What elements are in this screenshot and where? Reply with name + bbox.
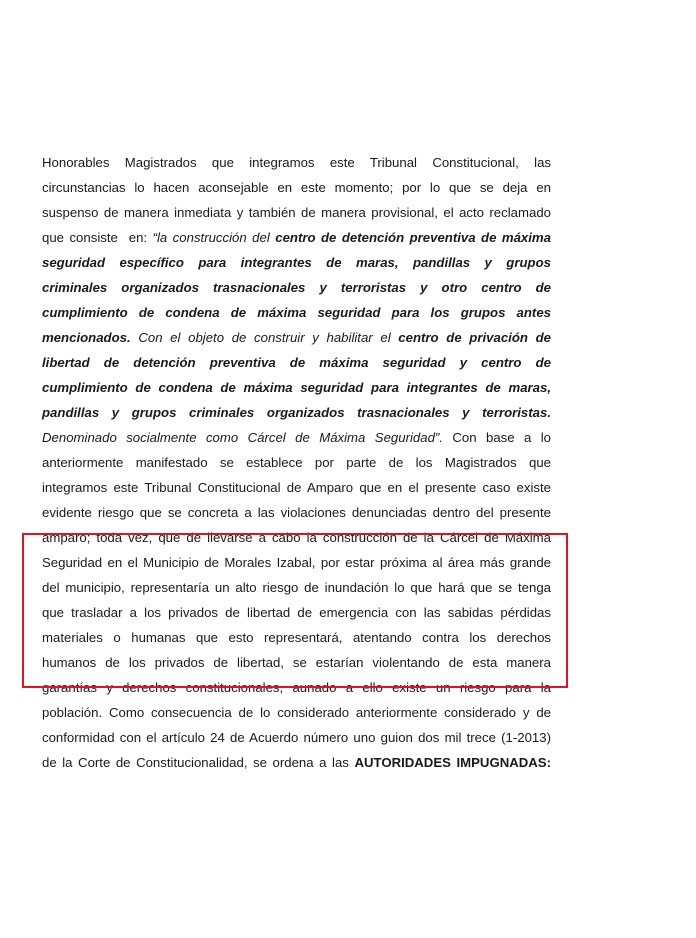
- document-line: [42, 450, 551, 475]
- document-line: [42, 200, 551, 225]
- document-line: [42, 725, 551, 750]
- text-segment: cumplimiento de condena de máxima seguridad para los grupos antes: [42, 305, 551, 320]
- text-segment: Seguridad en el Municipio de Morales Izabal, por estar próxima al área más grande: [42, 555, 551, 570]
- document-line: [42, 175, 551, 200]
- text-segment: mencionados.: [42, 330, 131, 345]
- text-segment: AUTORIDADES IMPUGNADAS:: [354, 755, 551, 770]
- text-segment: integramos este Tribunal Constitucional de Amparo que en el presente caso existe: [42, 480, 551, 495]
- document-line: [42, 475, 551, 500]
- document-line: [42, 300, 551, 325]
- text-segment: materiales o humanas que esto representará, atentando contra los derechos: [42, 630, 551, 645]
- text-segment: Con base a lo: [442, 430, 551, 445]
- text-segment: anteriormente manifestado se establece por parte de los Magistrados que: [42, 455, 551, 470]
- text-segment: circunstancias lo hacen aconsejable en este momento; por lo que se deja en: [42, 180, 551, 195]
- document-line: [42, 425, 551, 450]
- document-line: [42, 750, 551, 775]
- text-segment: centro de privación de: [398, 330, 551, 345]
- text-segment: Con el objeto de construir y habilitar el: [130, 330, 399, 345]
- text-segment: que consiste en:: [42, 230, 153, 245]
- text-segment: Denominado socialmente como Cárcel de Máxima Seguridad”.: [42, 430, 443, 445]
- text-segment: cumplimiento de condena de máxima seguridad para integrantes de maras,: [42, 380, 551, 395]
- text-segment: humanos de los privados de libertad, se estarían violentando de esta manera: [42, 655, 551, 670]
- text-segment: conformidad con el artículo 24 de Acuerdo número uno guion dos mil trece (1-2013): [42, 730, 551, 745]
- text-segment: garantías y derechos constitucionales, aunado a ello existe un riesgo para la: [42, 680, 551, 695]
- text-segment: población. Como consecuencia de lo considerado anteriormente considerado y de: [42, 705, 551, 720]
- text-segment: criminales organizados trasnacionales y terroristas y otro centro de: [42, 280, 551, 295]
- text-segment: Honorables Magistrados que integramos este Tribunal Constitucional, las: [42, 155, 551, 170]
- document-line: [42, 325, 551, 350]
- text-segment: de la Corte de Constitucionalidad, se ordena a las: [42, 755, 355, 770]
- text-segment: suspenso de manera inmediata y también de manera provisional, el acto reclamado: [42, 205, 551, 220]
- document-line: [42, 700, 551, 725]
- document-line: [42, 275, 551, 300]
- document-line: [42, 375, 551, 400]
- document-line: [42, 350, 551, 375]
- text-segment: evidente riesgo que se concreta a las violaciones denunciadas dentro del presente: [42, 505, 551, 520]
- text-segment: libertad de detención preventiva de máxima seguridad y centro de: [42, 355, 551, 370]
- document-line: [42, 400, 551, 425]
- text-segment: “la construcción del: [152, 230, 276, 245]
- text-segment: del municipio, representaría un alto riesgo de inundación lo que hará que se tenga: [42, 580, 551, 595]
- text-segment: pandillas y grupos criminales organizados trasnacionales y terroristas.: [42, 405, 551, 420]
- document-line: [42, 250, 551, 275]
- red-highlight-box: [22, 533, 568, 688]
- text-segment: que trasladar a los privados de libertad de emergencia con las sabidas pérdidas: [42, 605, 551, 620]
- document-line: [42, 150, 551, 175]
- text-segment: seguridad específico para integrantes de maras, pandillas y grupos: [42, 255, 551, 270]
- text-segment: centro de detención preventiva de máxima: [275, 230, 551, 245]
- document-line: [42, 225, 551, 250]
- text-segment: amparo; toda vez, que de llevarse a cabo la construcción de la Cárcel de Máxima: [42, 530, 551, 545]
- document-line: [42, 500, 551, 525]
